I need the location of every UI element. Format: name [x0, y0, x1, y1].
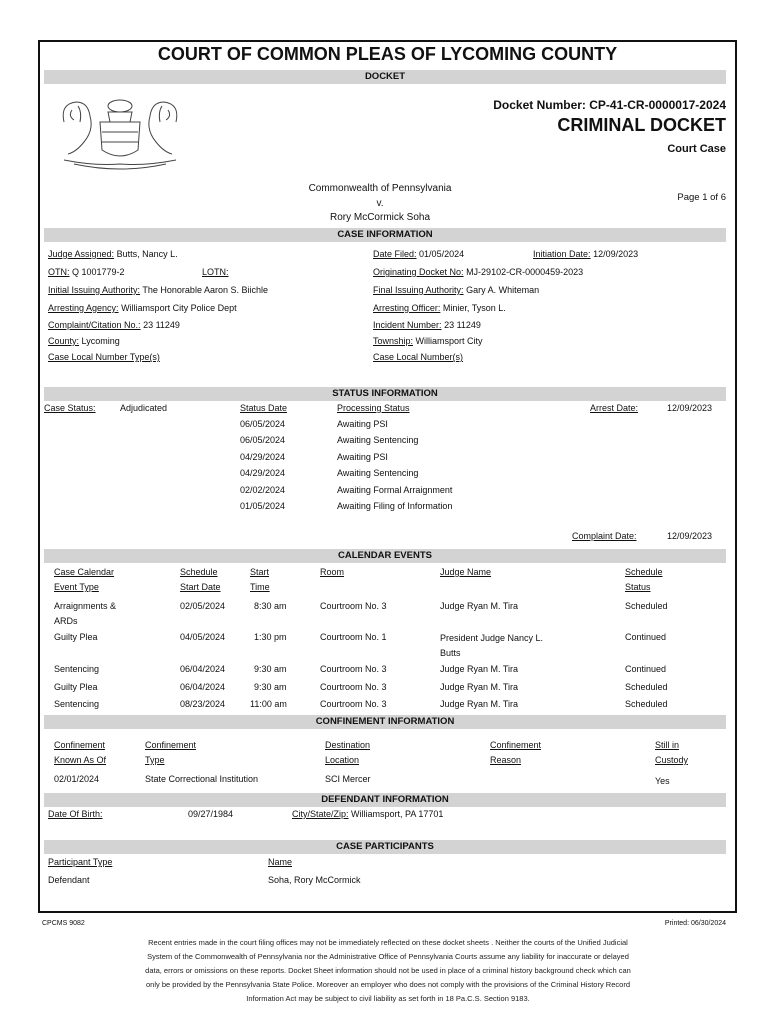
processing-status-header: Processing Status: [337, 403, 410, 413]
caption-commonwealth: Commonwealth of Pennsylvania: [308, 183, 452, 194]
case-status: Case Status:: [44, 403, 96, 413]
status-information-band: STATUS INFORMATION: [44, 387, 726, 401]
destination-location-header: Location: [325, 755, 360, 765]
status-date: 04/29/2024: [240, 468, 286, 478]
event-time: 11:00 am: [250, 699, 287, 709]
event-status: Scheduled: [625, 601, 668, 611]
page-indicator: Page 1 of 6: [677, 192, 726, 203]
judge-assigned: Judge Assigned: Butts, Nancy L.: [48, 249, 178, 259]
confinement-reason-header: Confinement: [490, 740, 542, 750]
date-filed: Date Filed: 01/05/2024: [373, 249, 465, 259]
otn: OTN: Q 1001779-2: [48, 267, 125, 277]
confinement-information-band: CONFINEMENT INFORMATION: [44, 715, 726, 729]
arresting-agency: Arresting Agency: Williamsport City Police Dept: [48, 303, 237, 313]
start-time-header: Start: [250, 567, 270, 577]
event-type: Sentencing: [54, 699, 100, 709]
form-number: CPCMS 9082: [42, 920, 85, 927]
room-header: Room: [320, 567, 345, 577]
status-date: 04/29/2024: [240, 452, 286, 462]
docket-type: CRIMINAL DOCKET: [557, 115, 726, 135]
confinement-known-as-of-header: Confinement: [54, 740, 106, 750]
defendant-information-band: DEFENDANT INFORMATION: [44, 793, 726, 807]
docket-number: Docket Number: CP-41-CR-0000017-2024: [493, 98, 726, 112]
destination-location-header: Destination: [325, 740, 371, 750]
arresting-officer: Arresting Officer: Minier, Tyson L.: [373, 303, 506, 313]
event-type-header: Case Calendar: [54, 567, 115, 577]
participant-type: Defendant: [48, 875, 90, 885]
status-date: 01/05/2024: [240, 501, 286, 511]
event-judge: Judge Ryan M. Tira: [440, 601, 519, 611]
event-time: 8:30 am: [254, 601, 287, 611]
event-time: 1:30 pm: [254, 632, 287, 642]
township: Township: Williamsport City: [373, 336, 483, 346]
caption-versus: v.: [376, 198, 384, 209]
event-date: 04/05/2024: [180, 632, 226, 642]
event-room: Courtroom No. 1: [320, 632, 387, 642]
caption-defendant: Rory McCormick Soha: [329, 212, 431, 223]
participant-name: Soha, Rory McCormick: [268, 875, 361, 885]
case-local-number-type: Case Local Number Type(s): [48, 352, 160, 362]
event-status: Scheduled: [625, 682, 668, 692]
county: County: Lycoming: [48, 336, 120, 346]
event-status: Continued: [625, 664, 667, 674]
processing-status: Awaiting Formal Arraignment: [337, 485, 453, 495]
confinement-type-header: Type: [145, 755, 165, 765]
disclaimer-line: only be provided by the Pennsylvania State Police. Moreover an employer who does not comply with the provisions of the Criminal History Record: [146, 980, 630, 989]
event-date: 02/05/2024: [180, 601, 226, 611]
event-room: Courtroom No. 3: [320, 699, 387, 709]
case-participants-band: CASE PARTICIPANTS: [44, 840, 726, 854]
initiation-date: Initiation Date: 12/09/2023: [533, 249, 639, 259]
event-judge: Judge Ryan M. Tira: [440, 699, 519, 709]
event-judge: Butts: [440, 648, 461, 658]
participant-type-header: Participant Type: [48, 857, 113, 867]
event-room: Courtroom No. 3: [320, 682, 387, 692]
event-room: Courtroom No. 3: [320, 601, 387, 611]
case-information-band: CASE INFORMATION: [44, 228, 726, 242]
processing-status: Awaiting PSI: [337, 452, 388, 462]
court-title: COURT OF COMMON PLEAS OF LYCOMING COUNTY: [157, 44, 618, 64]
participant-name-header: Name: [268, 857, 293, 867]
final-issuing-authority: Final Issuing Authority: Gary A. Whiteman: [373, 285, 540, 295]
event-date: 08/23/2024: [180, 699, 226, 709]
arrest-date-value: 12/09/2023: [667, 403, 713, 413]
complaint-citation: Complaint/Citation No.: 23 11249: [48, 320, 180, 330]
disclaimer: [88, 936, 688, 1006]
event-date: 06/04/2024: [180, 664, 226, 674]
event-time: 9:30 am: [254, 664, 287, 674]
event-judge: Judge Ryan M. Tira: [440, 682, 519, 692]
event-type: Guilty Plea: [54, 632, 98, 642]
processing-status: Awaiting Sentencing: [337, 468, 419, 478]
status-date: 02/02/2024: [240, 485, 286, 495]
disclaimer-line: data, errors or omissions on these reports. Docket Sheet information should not be used in place of a criminal history background check which can: [145, 966, 631, 975]
processing-status: Awaiting PSI: [337, 419, 388, 429]
event-judge: President Judge Nancy L.: [440, 633, 544, 643]
case-kind: Court Case: [667, 143, 726, 155]
disclaimer-line: Information Act may be subject to civil liability as set forth in 18 Pa.C.S. Section 9183.: [246, 994, 530, 1003]
incident-number: Incident Number: 23 11249: [373, 320, 481, 330]
event-type-header: Event Type: [54, 582, 99, 592]
judge-name-header: Judge Name: [440, 567, 492, 577]
confinement-reason-header: Reason: [490, 755, 522, 765]
confinement-type: State Correctional Institution: [145, 774, 259, 784]
status-date-header: Status Date: [240, 403, 288, 413]
processing-status: Awaiting Filing of Information: [337, 501, 453, 511]
event-status: Continued: [625, 632, 667, 642]
destination-location: SCI Mercer: [325, 774, 371, 784]
lotn-label: LOTN:: [202, 267, 229, 277]
calendar-events-band: CALENDAR EVENTS: [44, 549, 726, 563]
complaint-date-label: Complaint Date:: [572, 531, 637, 541]
pennsylvania-seal-icon: [54, 92, 186, 177]
still-in-custody-header: Custody: [655, 755, 689, 765]
schedule-status-header: Schedule: [625, 567, 663, 577]
event-room: Courtroom No. 3: [320, 664, 387, 674]
date-of-birth-value: 09/27/1984: [188, 809, 234, 819]
confinement-known-as-of: 02/01/2024: [54, 774, 100, 784]
city-state-zip: City/State/Zip: Williamsport, PA 17701: [292, 809, 444, 819]
printed-date: Printed: 06/30/2024: [664, 920, 726, 927]
case-status-value: Adjudicated: [120, 403, 168, 413]
start-time-header: Time: [250, 582, 270, 592]
event-judge: Judge Ryan M. Tira: [440, 664, 519, 674]
event-type: Sentencing: [54, 664, 100, 674]
status-date: 06/05/2024: [240, 419, 286, 429]
event-status: Scheduled: [625, 699, 668, 709]
still-in-custody-header: Still in: [655, 740, 680, 750]
schedule-start-date-header: Schedule: [180, 567, 218, 577]
event-type: ARDs: [54, 616, 78, 626]
event-type: Arraignments &: [54, 601, 117, 611]
event-type: Guilty Plea: [54, 682, 98, 692]
confinement-known-as-of-header: Known As Of: [54, 755, 107, 765]
case-local-number: Case Local Number(s): [373, 352, 464, 362]
schedule-status-header: Status: [625, 582, 651, 592]
disclaimer-line: Recent entries made in the court filing offices may not be immediately reflected on these docket sheets . Neither the courts of the Unified Judicial: [148, 938, 628, 947]
schedule-start-date-header: Start Date: [180, 582, 221, 592]
initial-issuing-authority: Initial Issuing Authority: The Honorable Aaron S. Biichle: [48, 285, 268, 295]
status-date: 06/05/2024: [240, 435, 286, 445]
disclaimer-line: System of the Commonwealth of Pennsylvania nor the Administrative Office of Pennsylvania Courts assume any liability for inaccurate or delayed: [147, 952, 629, 961]
event-date: 06/04/2024: [180, 682, 226, 692]
originating-docket: Originating Docket No: MJ-29102-CR-0000459-2023: [373, 267, 584, 277]
processing-status: Awaiting Sentencing: [337, 435, 419, 445]
docket-band: DOCKET: [44, 70, 726, 84]
event-time: 9:30 am: [254, 682, 287, 692]
complaint-date-value: 12/09/2023: [667, 531, 713, 541]
date-of-birth-label: Date Of Birth:: [48, 809, 103, 819]
confinement-type-header: Confinement: [145, 740, 197, 750]
still-in-custody: Yes: [655, 776, 670, 786]
arrest-date-label: Arrest Date:: [590, 403, 639, 413]
